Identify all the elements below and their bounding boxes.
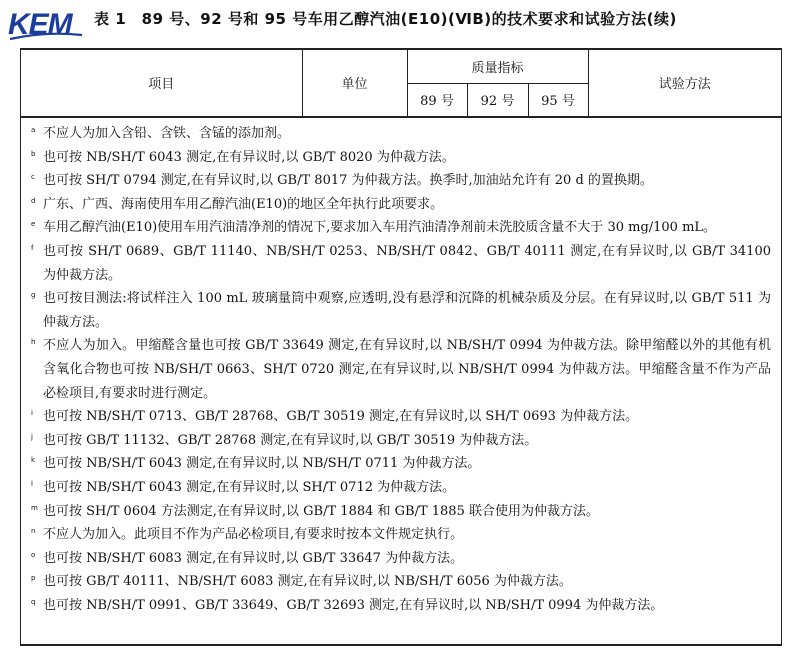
footnote-g	[31, 287, 771, 334]
footnote-h	[31, 334, 771, 405]
footnote-text: 也可按 GB/T 40111、NB/SH/T 6083 测定,在有异议时,以 NB/SH/T 6056 为仲裁方法。	[43, 574, 572, 590]
footnote-text: 也可按 SH/T 0604 方法测定,在有异议时,以 GB/T 1884 和 GB/T 1885 联合使用为仲裁方法。	[43, 503, 599, 519]
footnote-text: 也可按目测法:将试样注入 100 mL 玻璃量筒中观察,应透明,没有悬浮和沉降的机械杂质及分层。在有异议时,以 GB/T 511 为仲裁方法。	[43, 291, 771, 330]
header-quality: 质量指标	[407, 50, 588, 83]
logo-text: KEM	[8, 8, 72, 41]
footnote-a	[31, 122, 771, 146]
kem-logo	[6, 4, 84, 44]
header-grade-92: 92 号	[467, 83, 528, 116]
footnote-mark: i	[31, 409, 33, 418]
footnote-text: 不应人为加入。甲缩醛含量也可按 GB/T 33649 测定,在有异议时,以 NB/SH/T 0994 为仲裁方法。除甲缩醛以外的其他有机含氧化合物也可按 NB/SH/T 0663、SH/T 0720 测定,在有异议时,以 NB/SH/T 0994 为仲裁方法。甲缩醛含量不作为产品必检项目,有要求时进行测定。	[43, 338, 771, 401]
footnote-text: 也可按 SH/T 0689、GB/T 11140、NB/SH/T 0253、NB/SH/T 0842、GB/T 40111 测定,在有异议时,以 GB/T 34100 为仲裁方法。	[43, 243, 771, 283]
footnote-l	[31, 476, 771, 500]
footnote-text: 也可按 GB/T 11132、GB/T 28768 测定,在有异议时,以 GB/T 30519 为仲裁方法。	[43, 432, 538, 448]
footnote-mark: o	[31, 550, 36, 559]
footnote-mark: b	[31, 149, 36, 158]
footnote-mark: e	[31, 220, 36, 229]
footnote-mark: j	[31, 432, 33, 441]
footnote-c	[31, 169, 771, 193]
header-grade-89: 89 号	[407, 83, 467, 116]
footnote-m	[31, 500, 771, 524]
footnote-text: 车用乙醇汽油(E10)使用车用汽油清净剂的情况下,要求加入车用汽油清净剂前未洗胶质含量不大于 30 mg/100 mL。	[43, 220, 717, 236]
footnote-text: 也可按 NB/SH/T 0991、GB/T 33649、GB/T 32693 测定,在有异议时,以 NB/SH/T 0994 为仲裁方法。	[43, 597, 664, 613]
footnote-text: 也可按 NB/SH/T 0713、GB/T 28768、GB/T 30519 测定,在有异议时,以 SH/T 0693 为仲裁方法。	[43, 409, 639, 425]
footnote-d	[31, 193, 771, 217]
footnote-text: 广东、广西、海南使用车用乙醇汽油(E10)的地区全年执行此项要求。	[43, 196, 444, 212]
table-title: 表 1 89 号、92 号和 95 号车用乙醇汽油(E10)(ⅥB)的技术要求和试验方法(续)	[94, 10, 677, 28]
header-item: 项目	[21, 50, 302, 116]
footnote-mark: a	[31, 126, 36, 134]
header-method: 试验方法	[588, 50, 781, 116]
footnote-f	[31, 240, 771, 287]
footnote-i	[31, 405, 771, 429]
footnote-mark: p	[31, 574, 36, 583]
spec-table	[20, 48, 782, 646]
footnote-text: 也可按 NB/SH/T 6043 测定,在有异议时,以 SH/T 0712 为仲裁方法。	[43, 479, 456, 495]
footnote-j	[31, 429, 771, 453]
footnote-mark: q	[31, 597, 36, 606]
footnote-q	[31, 594, 771, 618]
footnote-n	[31, 523, 771, 547]
footnote-mark: m	[31, 503, 38, 512]
footnote-o	[31, 547, 771, 571]
footnote-mark: f	[31, 243, 34, 252]
footnote-text: 也可按 NB/SH/T 6043 测定,在有异议时,以 GB/T 8020 为仲裁方法。	[43, 149, 455, 165]
header-unit: 单位	[302, 50, 407, 116]
header-grade-95: 95 号	[528, 83, 588, 116]
footnote-mark: n	[31, 527, 36, 536]
footnote-text: 不应人为加入。此项目不作为产品必检项目,有要求时按本文件规定执行。	[43, 527, 464, 543]
footnote-mark: g	[31, 291, 36, 300]
footnote-mark: l	[31, 479, 33, 488]
footnote-mark: d	[31, 196, 36, 205]
footnote-text: 也可按 SH/T 0794 测定,在有异议时,以 GB/T 8017 为仲裁方法。换季时,加油站允许有 20 d 的置换期。	[43, 173, 653, 189]
footnote-mark: c	[31, 173, 35, 182]
footnote-text: 也可按 NB/SH/T 6043 测定,在有异议时,以 NB/SH/T 0711 为仲裁方法。	[43, 456, 481, 472]
footnotes	[21, 117, 781, 644]
footnote-b	[31, 146, 771, 170]
footnote-text: 不应人为加入含铅、含铁、含锰的添加剂。	[43, 126, 291, 141]
table-header	[21, 50, 781, 117]
footnote-mark: k	[31, 456, 36, 465]
footnote-e	[31, 216, 771, 240]
footnote-k	[31, 452, 771, 476]
footnote-mark: h	[31, 338, 36, 347]
footnote-p	[31, 570, 771, 594]
footnote-text: 也可按 NB/SH/T 6083 测定,在有异议时,以 GB/T 33647 为仲裁方法。	[43, 550, 464, 566]
